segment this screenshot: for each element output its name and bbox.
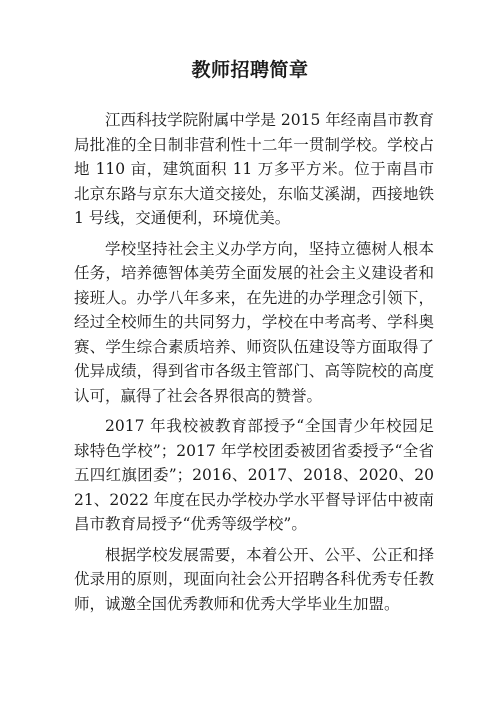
paragraph-school-intro: 江西科技学院附属中学是 2015 年经南昌市教育局批准的全日制非营利性十二年一贯制学校。学校占地 110 亩，建筑面积 11 万多平方米。位于南昌市北京东路与京东大道交接处，东临艾溪湖，西接地铁 1 号线，交通便利，环境优美。 <box>74 111 434 227</box>
paragraph-school-philosophy: 学校坚持社会主义办学方向，坚持立德树人根本任务，培养德智体美劳全面发展的社会主义建设者和接班人。办学八年多来，在先进的办学理念引领下，经过全校师生的共同努力，学校在中考高考、学科奥赛、学生综合素质培养、师资队伍建设等方面取得了优异成绩，得到省市各级主管部门、高等院校的高度认可，赢得了社会各界很高的赞誉。 <box>74 239 434 405</box>
paragraph-school-honors: 2017 年我校被教育部授予“全国青少年校园足球特色学校”；2017 年学校团委被团省委授予“全省五四红旗团委”；2016、2017、2018、2020、2021、2022 年度在民办学校办学水平督导评估中被南昌市教育局授予“优秀等级学校”。 <box>74 417 434 533</box>
document-body <box>74 108 434 622</box>
paragraph-recruitment-purpose: 根据学校发展需要，本着公开、公平、公正和择优录用的原则，现面向社会公开招聘各科优秀专任教师，诚邀全国优秀教师和优秀大学毕业生加盟。 <box>74 545 434 613</box>
document-title: 教师招聘简章 <box>191 59 309 81</box>
